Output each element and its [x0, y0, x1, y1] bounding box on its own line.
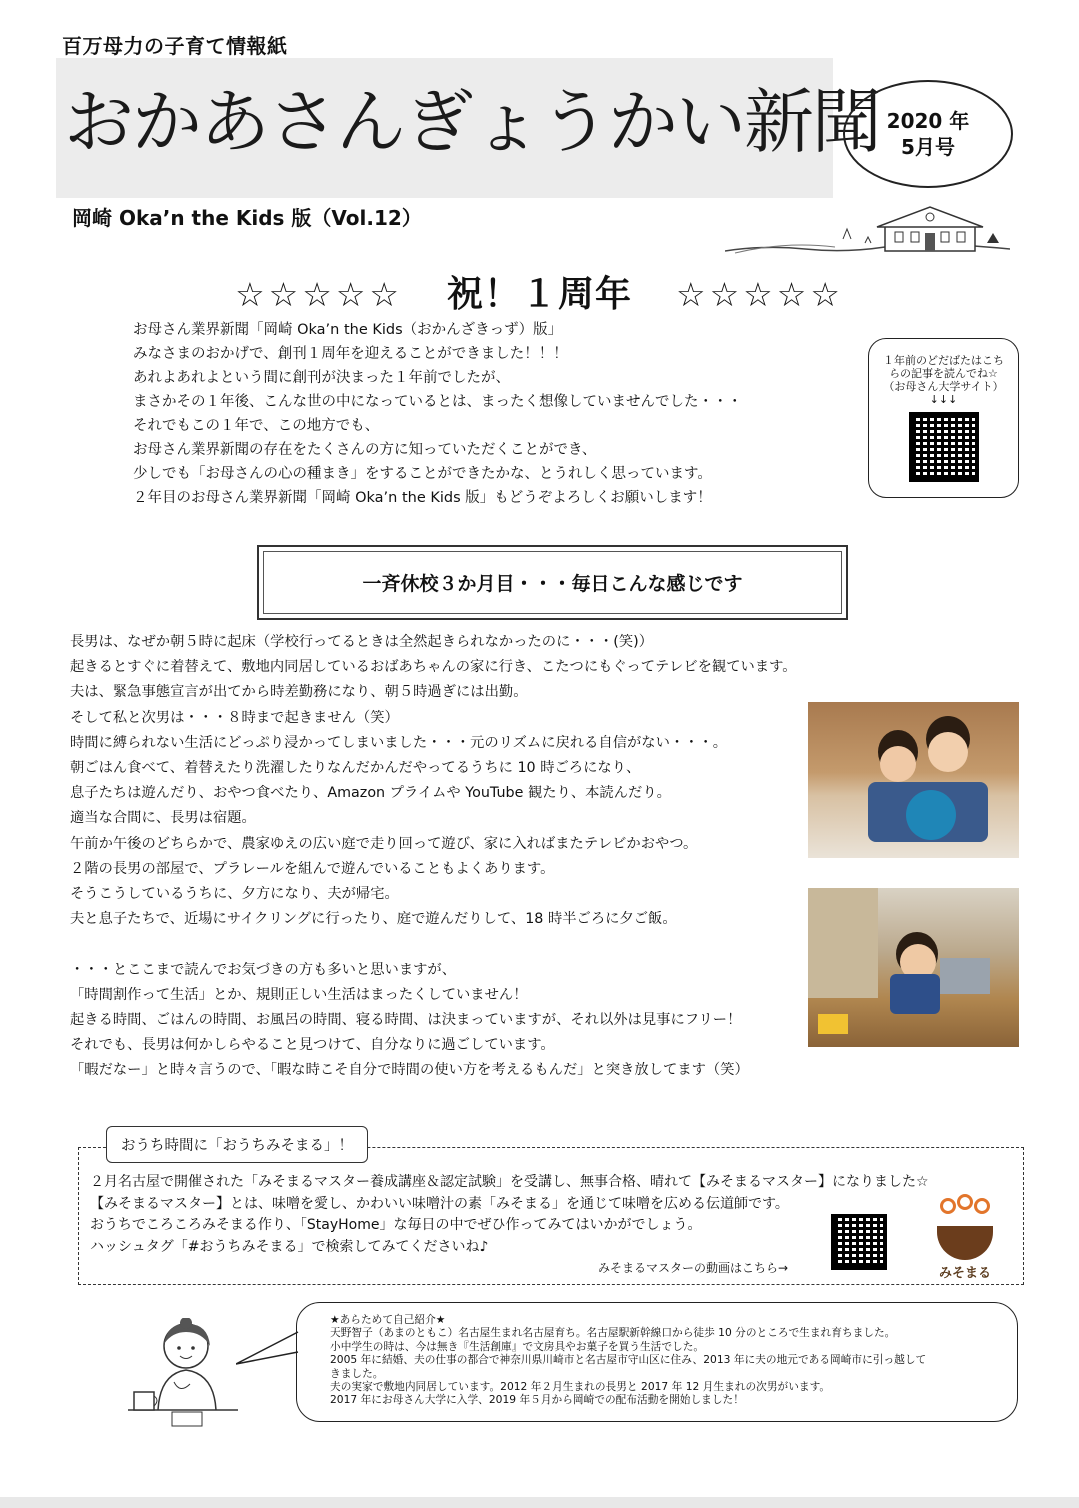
misomaru-line: ２月名古屋で開催された「みそまるマスター養成講座＆認定試験」を受講し、無事合格、晴れて【みそまるマスター】になりました☆ — [90, 1174, 929, 1190]
section-title: 一斉休校３か月目・・・毎日こんな感じです — [257, 545, 848, 620]
misomaru-logo — [930, 1198, 1000, 1280]
diary-line: それでも、長男は何かしらやること見つけて、自分なりに過ごしています。 — [70, 1037, 555, 1054]
intro-line: それでもこの１年で、この地方でも、 — [133, 418, 380, 434]
qr-code-icon[interactable] — [909, 412, 979, 482]
issue-date-badge — [843, 80, 1013, 188]
qr-note-line: （お母さん大学サイト） — [883, 380, 1004, 393]
diary-line: 午前か午後のどちらかで、農家ゆえの広い庭で走り回って遊び、家に入ればまたテレビかおやつ。 — [70, 835, 698, 852]
profile-line: ★あらためて自己紹介★ — [330, 1313, 446, 1326]
stars-right: ☆☆☆☆☆ — [676, 275, 844, 314]
diary-text — [70, 630, 797, 1084]
stars-left: ☆☆☆☆☆ — [235, 275, 403, 314]
headline-text: 祝！１周年 — [446, 274, 632, 315]
diary-line: 夫と息子たちで、近場にサイクリングに行ったり、庭で遊んだりして、18 時半ごろに夕ご飯。 — [70, 911, 677, 928]
photo-kids-playing-game — [808, 702, 1019, 858]
diary-line: 「暇だなー」と時々言うので、「暇な時こそ自分で時間の使い方を考えるもんだ」と突き放してます（笑） — [70, 1062, 749, 1079]
intro-line: まさかその１年後、こんな世の中になっているとは、まったく想像していませんでした・・・ — [133, 394, 742, 410]
diary-line: そうこうしているうちに、夕方になり、夫が帰宅。 — [70, 886, 399, 903]
author-illustration — [128, 1318, 238, 1430]
diary-line: 起きるとすぐに着替えて、敷地内同居しているおばあちゃんの家に行き、こたつにもぐってテレビを観ています。 — [70, 659, 797, 676]
issue-month: 5月号 — [901, 135, 955, 159]
profile-line: 小中学生の時は、今は無き『生活創庫』で文房具やお菓子を買う生活でした。 — [330, 1339, 705, 1353]
intro-line: お母さん業界新聞の存在をたくさんの方に知っていただくことができ、 — [133, 442, 597, 458]
qr-note-line: １年前のどだばたはこち — [883, 354, 1004, 367]
diary-line: ２階の長男の部屋で、プラレールを組んで遊んでいることもよくあります。 — [70, 860, 555, 877]
intro-line: お母さん業界新聞「岡崎 Oka’n the Kids（おかんざきっず）版」 — [133, 322, 563, 338]
misomaru-qr-code-icon[interactable] — [831, 1214, 887, 1270]
profile-line: 2005 年に結婚、夫の仕事の都合で神奈川県川崎市と名古屋市守山区に住み、2013 年に夫の地元である岡崎市に引っ越して — [330, 1353, 927, 1367]
diary-line: 適当な合間に、長男は宿題。 — [70, 810, 256, 827]
edition-label: 岡崎 Oka’n the Kids 版（Vol.12） — [72, 206, 422, 230]
diary-line — [70, 932, 797, 957]
intro-line: あれよあれよという間に創刊が決まった１年前でしたが、 — [133, 370, 510, 386]
intro-paragraph — [133, 318, 742, 510]
diary-line: 息子たちは遊んだり、おやつ食べたり、Amazon プライムや YouTube 観たり、本読んだり。 — [70, 785, 671, 802]
qr-note-box — [868, 338, 1019, 498]
author-profile-bubble — [296, 1302, 1018, 1422]
diary-line: 夫は、緊急事態宣言が出てから時差勤務になり、朝５時過ぎには出勤。 — [70, 684, 528, 701]
intro-line: ２年目のお母さん業界新聞「岡崎 Oka’n the Kids 版」もどうぞよろしくお願いします！ — [133, 490, 712, 506]
qr-note-arrows: ↓↓↓ — [929, 393, 958, 406]
misomaru-text — [90, 1172, 929, 1258]
profile-line: きました。 — [330, 1366, 384, 1380]
newspaper-name: おかあさんぎょうかい新聞 — [64, 81, 880, 163]
profile-line: 天野智子（あまのともこ）名古屋生まれ名古屋育ち。名古屋駅新幹線口から徒歩 10 分のところで生まれ育ちました。 — [330, 1326, 896, 1340]
intro-line: 少しでも「お母さんの心の種まき」をすることができたかな、とうれしく思っています。 — [133, 466, 712, 482]
diary-line: 時間に縛られない生活にどっぷり浸かってしまいました・・・元のリズムに戻れる自信がない・・・。 — [70, 734, 728, 751]
misomaru-line: おうちでころころみそまる作り、「StayHome」な毎日の中でぜひ作ってみてはいかがでしょう。 — [90, 1217, 702, 1233]
diary-line: 起きる時間、ごはんの時間、お風呂の時間、寝る時間、は決まっていますが、それ以外は見事にフリー！ — [70, 1012, 742, 1029]
issue-year: 2020 年 — [886, 109, 970, 133]
misomaru-line: ハッシュタグ「#おうちみそまる」で検索してみてくださいね♪ — [90, 1238, 489, 1255]
diary-line: そして私と次男は・・・８時まで起きません（笑） — [70, 709, 399, 726]
series-title: 百万母力の子育て情報紙 — [62, 34, 288, 58]
page-bottom-bar — [0, 1497, 1079, 1508]
misomaru-logo-label: みそまる — [938, 1266, 991, 1281]
diary-line: 朝ごはん食べて、着替えたり洗濯したりなんだかんだやってるうちに 10 時ごろになり、 — [70, 760, 641, 777]
diary-line: ・・・とここまで読んでお気づきの方も多いと思いますが、 — [70, 961, 457, 978]
profile-line: 夫の実家で敷地内同居しています。2012 年２月生まれの長男と 2017 年 12 月生まれの次男がいます。 — [330, 1380, 831, 1394]
profile-line: 2017 年にお母さん大学に入学、2019 年５月から岡崎での配布活動を開始しました！ — [330, 1393, 744, 1407]
diary-line: 長男は、なぜか朝５時に起床（学校行ってるときは全然起きられなかったのに・・・(笑)） — [70, 634, 654, 650]
diary-line: 「時間割作って生活」とか、規則正しい生活はまったくしていません！ — [70, 986, 528, 1003]
intro-line: みなさまのおかげで、創刊１周年を迎えることができました！！！ — [133, 346, 568, 362]
anniversary-headline — [0, 266, 1079, 317]
qr-note-line: らの記事を読んでね☆ — [889, 367, 998, 380]
photo-child-at-laptop — [808, 888, 1019, 1047]
misomaru-line: 【みそまるマスター】とは、味噌を愛し、かわいい味噌汁の素「みそまる」を通じて味噌を広める伝道師です。 — [90, 1195, 789, 1212]
misomaru-heading: おうち時間に「おうちみそまる」！ — [106, 1126, 368, 1163]
misomaru-video-link[interactable]: みそまるマスターの動画はこちら→ — [598, 1261, 789, 1275]
speech-bubble-tail — [236, 1330, 300, 1374]
miso-bowl-icon — [937, 1226, 993, 1260]
building-illustration — [725, 203, 1010, 261]
